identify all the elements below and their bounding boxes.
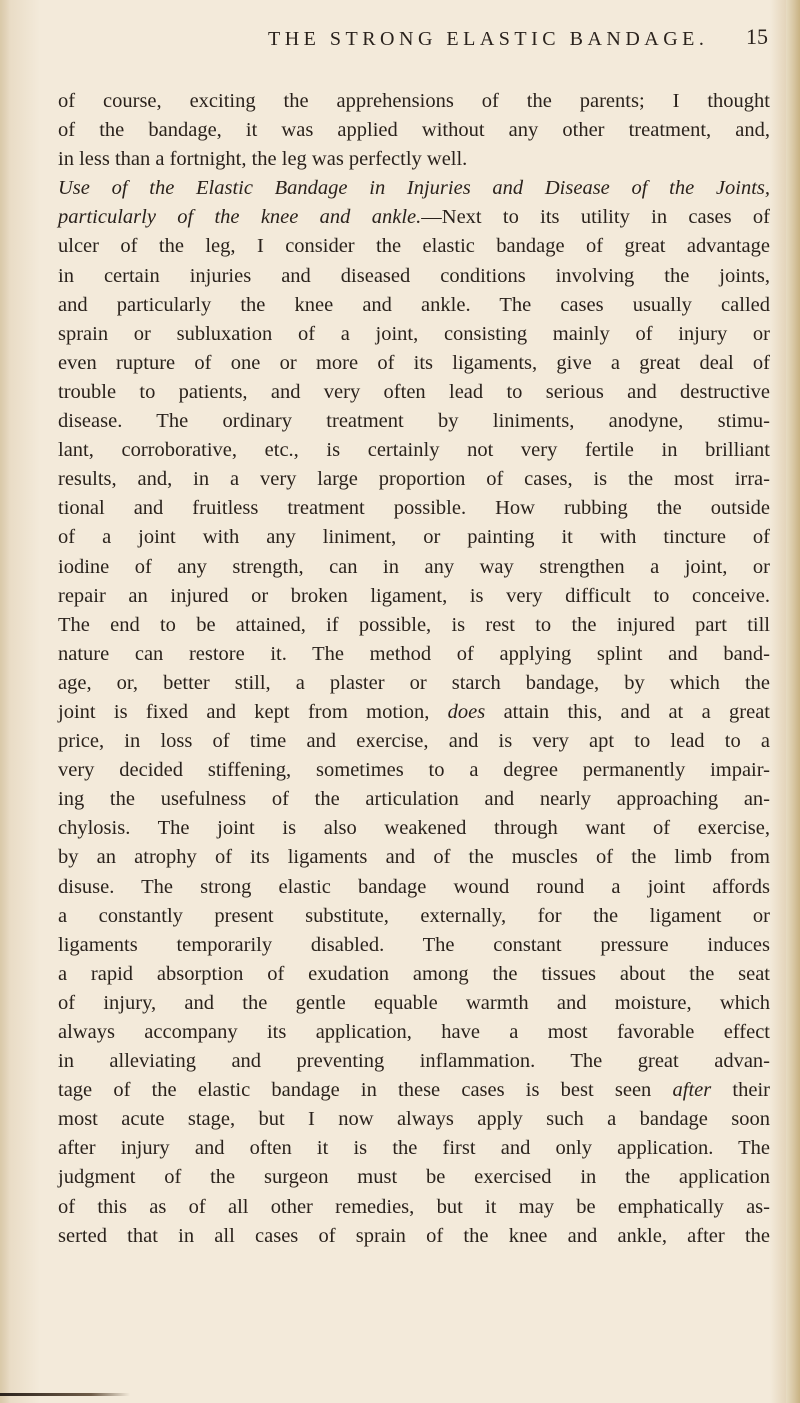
text-line: results, and, in a very large proportion of cases, is the most irra- [58, 468, 770, 491]
text-line: tional and fruitless treatment possible. How rubbing the outside [58, 497, 770, 520]
text-line: ligaments temporarily disabled. The constant pressure induces [58, 933, 770, 956]
text-line: tage of the elastic bandage in these cases is best seen after their [58, 1079, 770, 1102]
text-line: and particularly the knee and ankle. The cases usually called [58, 293, 770, 316]
text-line: after injury and often it is the first and only application. The [58, 1137, 770, 1160]
text-line: very decided stiffening, sometimes to a degree permanently impair- [58, 759, 770, 782]
text-line: of a joint with any liniment, or painting it with tincture of [58, 526, 770, 549]
text-line: in certain injuries and diseased conditions involving the joints, [58, 264, 770, 287]
body-text [58, 87, 770, 1251]
page-left-edge-shadow [0, 0, 10, 1403]
text-line: by an atrophy of its ligaments and of the muscles of the limb from [58, 846, 770, 869]
text-line: in less than a fortnight, the leg was perfectly well. [58, 148, 468, 171]
text-line: price, in loss of time and exercise, and is very apt to lead to a [58, 730, 770, 753]
text-line: judgment of the surgeon must be exercised in the application [58, 1166, 770, 1189]
running-title: THE STRONG ELASTIC BANDAGE. [268, 28, 709, 50]
bottom-edge-mark [0, 1393, 130, 1396]
text-line: of the bandage, it was applied without any other treatment, and, [58, 119, 770, 142]
text-line: of injury, and the gentle equable warmth and moisture, which [58, 991, 770, 1014]
text-line: ing the usefulness of the articulation and nearly approaching an- [58, 788, 770, 811]
text-line: nature can restore it. The method of applying splint and band- [58, 642, 770, 665]
text-line: a rapid absorption of exudation among the tissues about the seat [58, 962, 770, 985]
page-right-edge-shadow [786, 0, 800, 1403]
text-line: chylosis. The joint is also weakened through want of exercise, [58, 817, 770, 840]
page-number: 15 [746, 24, 768, 49]
text-line: The end to be attained, if possible, is rest to the injured part till [58, 613, 770, 636]
text-line: disease. The ordinary treatment by liniments, anodyne, stimu- [58, 410, 770, 433]
text-line: repair an injured or broken ligament, is very difficult to conceive. [58, 584, 770, 607]
text-line: of course, exciting the apprehensions of the parents; I thought [58, 90, 770, 112]
text-line: sprain or subluxation of a joint, consisting mainly of injury or [58, 322, 770, 345]
text-line: iodine of any strength, can in any way strengthen a joint, or [58, 555, 770, 578]
text-line: in alleviating and preventing inflammation. The great advan- [58, 1050, 770, 1073]
text-line: ulcer of the leg, I consider the elastic bandage of great advantage [58, 235, 770, 258]
text-line: joint is fixed and kept from motion, does attain this, and at a great [58, 700, 770, 723]
text-line: most acute stage, but I now always apply such a bandage soon [58, 1108, 770, 1131]
text-line: trouble to patients, and very often lead to serious and destructive [58, 380, 770, 403]
text-line: of this as of all other remedies, but it may be emphatically as- [58, 1195, 770, 1218]
text-line: age, or, better still, a plaster or starch bandage, by which the [58, 671, 770, 694]
text-line: always accompany its application, have a most favorable effect [58, 1021, 770, 1043]
text-line: disuse. The strong elastic bandage wound round a joint affords [58, 875, 770, 898]
text-line: a constantly present substitute, externally, for the ligament or [58, 904, 770, 927]
text-line: particularly of the knee and ankle.—Next to its utility in cases of [58, 206, 770, 229]
text-line: Use of the Elastic Bandage in Injuries and Disease of the Joints, [58, 177, 770, 200]
text-line: serted that in all cases of sprain of the knee and ankle, after the [58, 1224, 770, 1247]
text-line: even rupture of one or more of its ligaments, give a great deal of [58, 351, 770, 374]
text-line: lant, corroborative, etc., is certainly not very fertile in brilliant [58, 439, 770, 462]
